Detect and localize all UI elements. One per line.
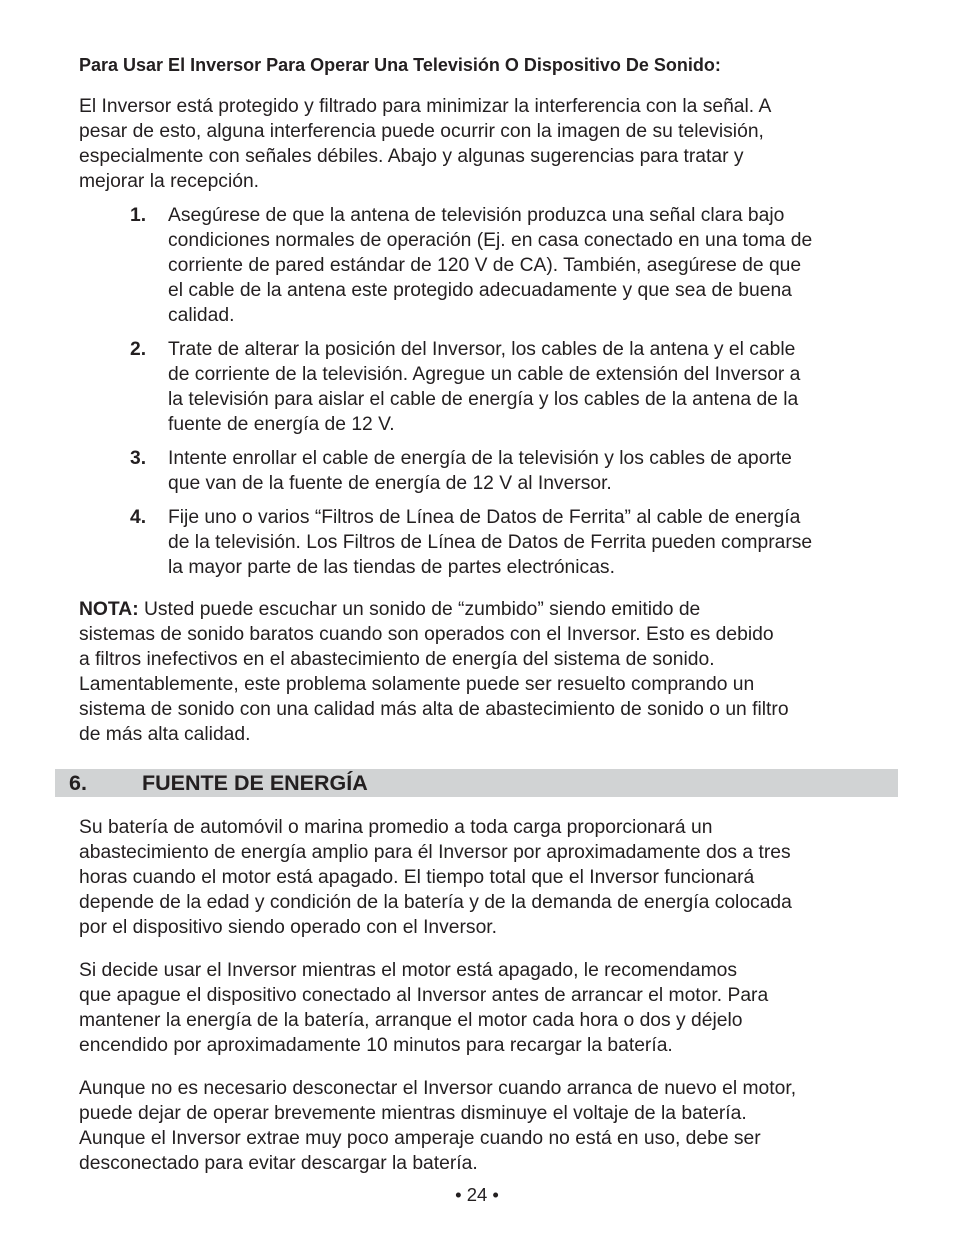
intro-line: especialmente con señales débiles. Abajo y algunas sugerencias para tratar y <box>79 146 744 167</box>
note-line: sistema de sonido con una calidad más alta de abastecimiento de sonido o un filtro <box>79 699 789 720</box>
list-item-line: de corriente de la televisión. Agregue un cable de extensión del Inversor a <box>168 364 801 385</box>
section-number: 6. <box>69 771 87 795</box>
list-item-line: el cable de la antena este protegido adecuadamente y que sea de buena <box>168 280 792 301</box>
intro-paragraph <box>79 94 909 194</box>
list-item-line: de la televisión. Los Filtros de Línea de Datos de Ferrita pueden comprarse <box>168 532 813 553</box>
list-item-line: Trate de alterar la posición del Inversor, los cables de la antena y el cable <box>168 339 796 360</box>
list-item-text <box>168 203 928 328</box>
list-item-line: la televisión para aislar el cable de energía y los cables de la antena de la <box>168 389 799 410</box>
intro-line: mejorar la recepción. <box>79 171 260 192</box>
list-item-number: 1. <box>130 205 147 226</box>
list-item-line: condiciones normales de operación (Ej. en casa conectado en una toma de <box>168 230 813 251</box>
intro-line: pesar de esto, alguna interferencia puede ocurrir con la imagen de su televisión, <box>79 121 764 142</box>
list-item-line: que van de la fuente de energía de 12 V al Inversor. <box>168 473 612 494</box>
note-line: Lamentablemente, este problema solamente puede ser resuelto comprando un <box>79 674 755 695</box>
list-item-line: corriente de pared estándar de 120 V de CA). También, asegúrese de que <box>168 255 802 276</box>
list-item <box>0 203 954 328</box>
paragraph-line: Su batería de automóvil o marina promedio a toda carga proporcionará un <box>79 817 713 838</box>
paragraph-line: encendido por aproximadamente 10 minutos para recargar la batería. <box>79 1035 673 1056</box>
intro-line: El Inversor está protegido y filtrado para minimizar la interferencia con la señal. A <box>79 96 772 117</box>
list-item <box>0 337 954 437</box>
numbered-list <box>0 203 954 580</box>
paragraph-line: depende de la edad y condición de la batería y de la demanda de energía colocada <box>79 892 792 913</box>
paragraph-line: mantener la energía de la batería, arranque el motor cada hora o dos y déjelo <box>79 1010 743 1031</box>
list-item-number: 4. <box>130 507 147 528</box>
list-item-line: la mayor parte de las tiendas de partes electrónicas. <box>168 557 615 578</box>
paragraph-line: que apague el dispositivo conectado al Inversor antes de arrancar el motor. Para <box>79 985 769 1006</box>
note-line: de más alta calidad. <box>79 724 251 745</box>
paragraph-line: Si decide usar el Inversor mientras el motor está apagado, le recomendamos <box>79 960 738 981</box>
list-item-line: fuente de energía de 12 V. <box>168 414 395 435</box>
section-paragraph <box>79 815 909 940</box>
note-line: sistemas de sonido baratos cuando son operados con el Inversor. Esto es debido <box>79 624 774 645</box>
list-item-line: Intente enrollar el cable de energía de la televisión y los cables de aporte <box>168 448 792 469</box>
list-item <box>0 505 954 580</box>
paragraph-line: Aunque el Inversor extrae muy poco amperaje cuando no está en uso, debe ser <box>79 1128 761 1149</box>
section-paragraph <box>79 958 909 1058</box>
paragraph-line: horas cuando el motor está apagado. El tiempo total que el Inversor funcionará <box>79 867 755 888</box>
list-item-text <box>168 337 928 437</box>
paragraph-line: Aunque no es necesario desconectar el Inversor cuando arranca de nuevo el motor, <box>79 1078 797 1099</box>
list-item-line: Fije uno o varios “Filtros de Línea de Datos de Ferrita” al cable de energía <box>168 507 801 528</box>
note-first-line: Usted puede escuchar un sonido de “zumbido” siendo emitido de <box>138 599 701 620</box>
section-paragraph <box>79 1076 909 1176</box>
list-item <box>0 446 954 496</box>
list-item-line: calidad. <box>168 305 235 326</box>
paragraph-line: desconectado para evitar descargar la batería. <box>79 1153 478 1174</box>
note-line <box>79 597 909 622</box>
note-line: a filtros inefectivos en el abastecimiento de energía del sistema de sonido. <box>79 649 715 670</box>
note-paragraph <box>79 597 909 747</box>
page-number: • 24 • <box>455 1184 499 1205</box>
paragraph-line: puede dejar de operar brevemente mientras disminuye el voltaje de la batería. <box>79 1103 747 1124</box>
section-title: FUENTE DE ENERGÍA <box>142 771 368 795</box>
list-item-text <box>168 446 928 496</box>
list-item-line: Asegúrese de que la antena de televisión produzca una señal clara bajo <box>168 205 785 226</box>
note-label: NOTA: <box>79 599 139 620</box>
list-item-number: 2. <box>130 339 147 360</box>
paragraph-line: por el dispositivo siendo operado con el Inversor. <box>79 917 498 938</box>
paragraph-line: abastecimiento de energía amplio para él Inversor por aproximadamente dos a tres <box>79 842 791 863</box>
subsection-heading: Para Usar El Inversor Para Operar Una Televisión O Dispositivo De Sonido: <box>79 55 721 75</box>
list-item-number: 3. <box>130 448 147 469</box>
list-item-text <box>168 505 928 580</box>
